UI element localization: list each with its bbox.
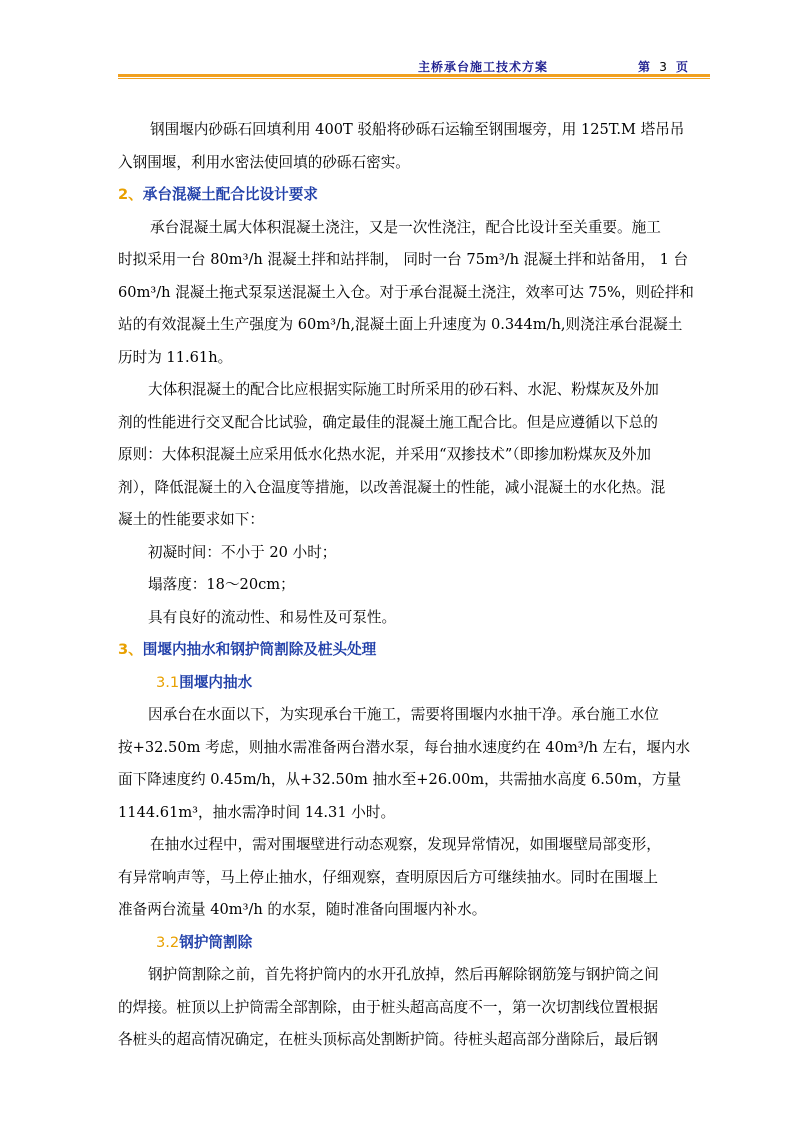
paragraph-line: 在抽水过程中，需对围堰壁进行动态观察，发现异常情况，如围堰壁局部变形， xyxy=(150,836,661,853)
paragraph-line: 站的有效混凝土生产强度为 60m³/h,混凝土面上升速度为 0.344m/h,则浇注承台混凝土 xyxy=(118,316,683,333)
page-header xyxy=(118,56,710,76)
section-number: 3、 xyxy=(118,641,143,658)
requirement-item: 具有良好的流动性、和易性及可泵性。 xyxy=(148,608,397,626)
paragraph-line: 各桩头的超高情况确定，在桩头顶标高处割断护筒。待桩头超高部分凿除后，最后钢 xyxy=(118,1031,658,1048)
requirement-item: 塌落度：18～20cm； xyxy=(148,576,295,593)
paragraph-line: 1144.61m³，抽水需净时间 14.31 小时。 xyxy=(118,803,396,821)
paragraph-line: 原则：大体积混凝土应采用低水化热水泥，并采用“双掺技术”（即掺加粉煤灰及外加 xyxy=(118,446,651,463)
subsection-number: 3.1 xyxy=(156,673,180,691)
paragraph-line: 历时为 11.61h。 xyxy=(118,348,233,366)
page-number: 3 xyxy=(654,60,672,75)
header-rule-thick xyxy=(118,74,710,77)
header-title: 主桥承台施工技术方案 xyxy=(418,60,549,74)
paragraph-line: 钢围堰内砂砾石回填利用 400T 驳船将砂砾石运输至钢围堰旁，用 125T.M 塔吊吊 xyxy=(150,121,685,138)
requirement-item: 初凝时间：不小于 20 小时； xyxy=(148,543,337,561)
document-body xyxy=(118,114,718,1057)
paragraph-line: 承台混凝土属大体积混凝土浇注，又是一次性浇注，配合比设计至关重要。施工 xyxy=(150,218,661,236)
section-title: 承台混凝土配合比设计要求 xyxy=(142,186,318,203)
subsection-heading-3-1 xyxy=(118,667,718,700)
paragraph-line: 的焊接。桩顶以上护筒需全部割除，由于桩头超高高度不一，第一次切割线位置根据 xyxy=(118,998,658,1016)
paragraph-line: 凝土的性能要求如下： xyxy=(118,511,264,528)
paragraph-line: 60m³/h 混凝土拖式泵泵送混凝土入仓。对于承台混凝土浇注，效率可达 75%，则砼拌和 xyxy=(118,283,694,301)
paragraph-line: 时拟采用一台 80m³/h 混凝土拌和站拌制， 同时一台 75m³/h 混凝土拌和站备用， 1 台 xyxy=(118,251,689,268)
paragraph-line: 钢护筒割除之前，首先将护筒内的水开孔放掉，然后再解除钢筋笼与钢护筒之间 xyxy=(148,966,659,983)
paragraph-line: 面下降速度约 0.45m/h，从+32.50m 抽水至+26.00m，共需抽水高度 6.50m，方量 xyxy=(118,771,682,788)
section-number: 2、 xyxy=(118,186,143,203)
paragraph-line: 剂），降低混凝土的入仓温度等措施，以改善混凝土的性能，减小混凝土的水化热。混 xyxy=(118,478,666,496)
paragraph-line: 剂的性能进行交叉配合比试验，确定最佳的混凝土施工配合比。但是应遵循以下总的 xyxy=(118,413,658,431)
subsection-number: 3.2 xyxy=(156,933,180,951)
section-title: 围堰内抽水和钢护筒割除及桩头处理 xyxy=(142,641,377,658)
header-rule-thin xyxy=(118,78,710,79)
paragraph-line: 入钢围堰，利用水密法使回填的砂砾石密实。 xyxy=(118,153,410,171)
subsection-heading-3-2 xyxy=(118,927,718,960)
section-heading-3 xyxy=(118,634,718,667)
subsection-title: 钢护筒割除 xyxy=(179,933,253,951)
page-prefix: 第 xyxy=(638,60,651,74)
paragraph-line: 大体积混凝土的配合比应根据实际施工时所采用的砂石料、水泥、粉煤灰及外加 xyxy=(148,381,659,398)
section-heading-2 xyxy=(118,179,718,212)
page-suffix: 页 xyxy=(676,60,689,74)
paragraph-line: 准备两台流量 40m³/h 的水泵，随时准备向围堰内补水。 xyxy=(118,901,487,918)
paragraph-line: 有异常响声等，马上停止抽水，仔细观察，查明原因后方可继续抽水。同时在围堰上 xyxy=(118,868,658,886)
paragraph-line: 按+32.50m 考虑，则抽水需准备两台潜水泵，每台抽水速度约在 40m³/h 左右，堰内水 xyxy=(118,738,691,756)
subsection-title: 围堰内抽水 xyxy=(179,673,253,691)
paragraph-line: 因承台在水面以下，为实现承台干施工，需要将围堰内水抽干净。承台施工水位 xyxy=(148,706,659,723)
header-page-indicator xyxy=(638,58,688,75)
